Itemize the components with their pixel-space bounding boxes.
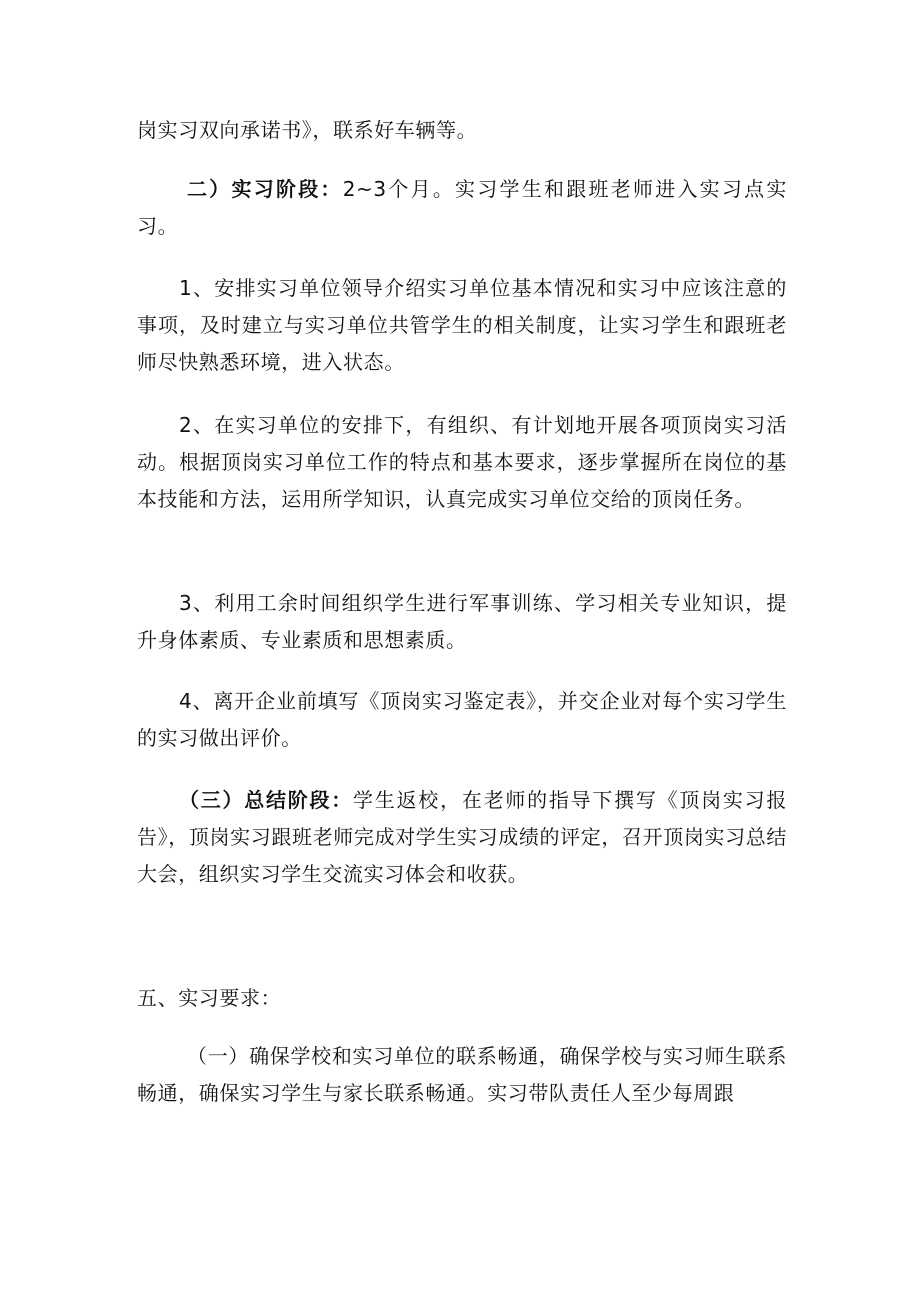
paragraph-requirement-1: （一）确保学校和实习单位的联系畅通，确保学校与实习师生联系畅通，确保实习学生与家长联系畅通。实习带队责任人至少每周跟 [137,1044,787,1105]
summary-stage-heading: （三）总结阶段： [179,788,354,812]
paragraph-summary-stage [137,782,787,893]
section-heading-requirements: 五、实习要求： [137,986,282,1010]
paragraph-item-2: 2、在实习单位的安排下，有组织、有计划地开展各项顶岗实习活动。根据顶岗实习单位工作的特点和基本要求，逐步掌握所在岗位的基本技能和方法，运用所学知识，认真完成实习单位交给的顶岗任务。 [137,413,787,511]
paragraph-continuation: 岗实习双向承诺书》，联系好车辆等。 [137,118,478,142]
practice-stage-heading: 二）实习阶段： [187,177,343,201]
paragraph-item-3: 3、利用工余时间组织学生进行军事训练、学习相关专业知识，提升身体素质、专业素质和思想素质。 [137,591,787,652]
paragraph-practice-stage [137,171,787,245]
summary-stage-text: 学生返校，在老师的指导下撰写《顶岗实习报告》，顶岗实习跟班老师完成对学生实习成绩的评定，召开顶岗实习总结大会，组织实习学生交流实习体会和收获。 [137,788,787,886]
practice-stage-text: 2~3个月。实习学生和跟班老师进入实习点实习。 [137,177,788,238]
paragraph-item-4: 4、离开企业前填写《顶岗实习鉴定表》，并交企业对每个实习学生的实习做出评价。 [137,689,787,750]
paragraph-item-1: 1、安排实习单位领导介绍实习单位基本情况和实习中应该注意的事项，及时建立与实习单位共管学生的相关制度，让实习学生和跟班老师尽快熟悉环境，进入状态。 [137,276,787,374]
